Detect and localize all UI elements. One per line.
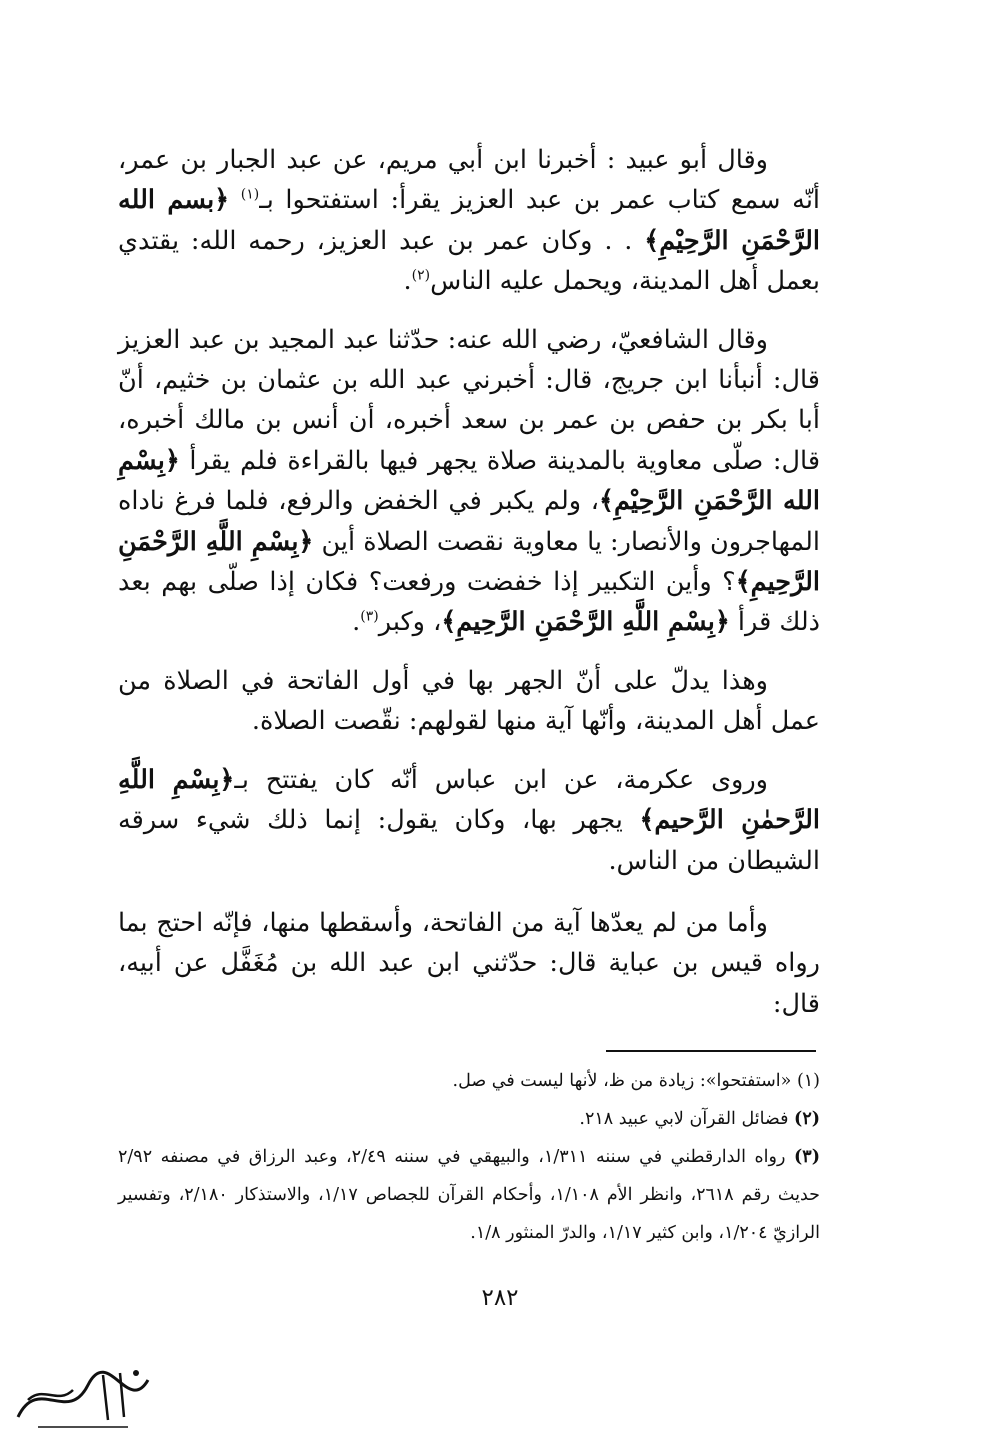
main-text <box>118 140 820 1024</box>
footnote-3: (٣) رواه الدارقطني في سننه ١/٣١١، والبيهقي في سننه ٢/٤٩، وعبد الرزاق في مصنفه ٢/٩٢ حديث رقم ٢٦١٨، وانظر الأم ١/١٠٨، وأحكام القرآن للجصاص ١/١٧، والاستذكار ٢/١٨٠، وتفسير الرازيّ ١/٢٠٤، وابن كثير ١/١٧، والدرّ المنثور ١/٨. <box>118 1147 820 1243</box>
footnote-ref-2: (٢) <box>411 267 431 284</box>
text-run: وقال أبو عبيد : أخبرنا ابن أبي مريم، عن عبد الجبار بن عمر، أنّه سمع كتاب عمر بن عبد العزيز يقرأ: استفتحوا بـ <box>118 145 821 216</box>
text-run: ، وكبر <box>378 607 442 638</box>
basmala-quote: ﴿بِسْمِ اللَّهِ الرَّحْمَنِ الرَّحِيمِ﴾ <box>441 607 730 638</box>
text-run: ؟ وأين التكبير إذا خفضت ورفعت؟ فكان إذا صلّى بهم بعد ذلك قرأ <box>118 567 820 638</box>
basmala-quote: ﴿بسم الله الرَّحْمَنِ الرَّحِيْمِ﴾ <box>118 185 821 256</box>
paragraph-jahr: وهذا يدلّ على أنّ الجهر بها في أول الفاتحة في الصلاة من عمل أهل المدينة، وأنّها آية منها لقولهم: نقّصت الصلاة. <box>118 665 820 737</box>
basmala-quote: ﴿بِسْمِ الله الرَّحْمَنِ الرَّحِيْمِ﴾ <box>118 445 821 517</box>
footnotes <box>118 1062 820 1252</box>
publisher-logo <box>8 1355 158 1435</box>
text-run: وروى عكرمة، عن ابن عباس أنّه كان يفتتح بـ <box>234 764 768 795</box>
text-run: يجهر بها، وكان يقول: إنما ذلك شيء سرقه الشيطان من الناس. <box>118 805 820 876</box>
text-run: . <box>352 607 361 638</box>
paragraph-qays: وأما من لم يعدّها آية من الفاتحة، وأسقطها منها، فإنّه احتج بما رواه قيس بن عباية قال: حدّثني ابن عبد الله بن مُغَفَّل عن أبيه، قال: <box>118 907 820 1019</box>
footnote-ref-1: (١) <box>240 186 260 203</box>
footnote-ref-3: (٣) <box>360 608 379 625</box>
text-run: وقال الشافعيّ، رضي الله عنه: حدّثنا عبد المجيد بن عبد العزيز قال: أنبأنا ابن جريج، قال: أخبرني عبد الله بن عثمان بن خثيم، أنّ أبا بكر بن حفص بن عمر بن سعد أخبره، أن أنس بن مالك أخبره، قال: صلّى معاوية بالمدينة صلاة يجهر فيها بالقراءة فلم يقرأ <box>118 324 821 476</box>
paragraph-ikrima <box>118 760 820 881</box>
text-run: . . وكان عمر بن عبد العزيز، رحمه الله: يقتدي بعمل أهل المدينة، ويحمل عليه الناس <box>118 225 820 297</box>
paragraph-shafii <box>118 320 820 643</box>
basmala-quote: ﴿بِسْمِ اللَّهِ الرَّحمٰنِ الرَّحيم﴾ <box>118 764 820 836</box>
basmala-quote: ﴿بِسْمِ اللَّهِ الرَّحْمَنِ الرَّحِيمِ﴾ <box>118 526 820 598</box>
footnote-separator <box>606 1050 816 1052</box>
paragraph-abu-ubaid <box>118 140 820 302</box>
footnote-2: (٢) فضائل القرآن لابي عبيد ٢١٨. <box>579 1109 820 1129</box>
footnote-1: (١) «استفتحوا»: زيادة من ظ، لأنها ليست في صل. <box>452 1071 820 1091</box>
page-number: ٢٨٢ <box>481 1285 519 1311</box>
text-run: . <box>403 266 412 297</box>
text-run: ، ولم يكبر في الخفض والرفع، فلما فرغ ناداه المهاجرون والأنصار: يا معاوية نقصت الصلاة أين <box>118 486 820 557</box>
